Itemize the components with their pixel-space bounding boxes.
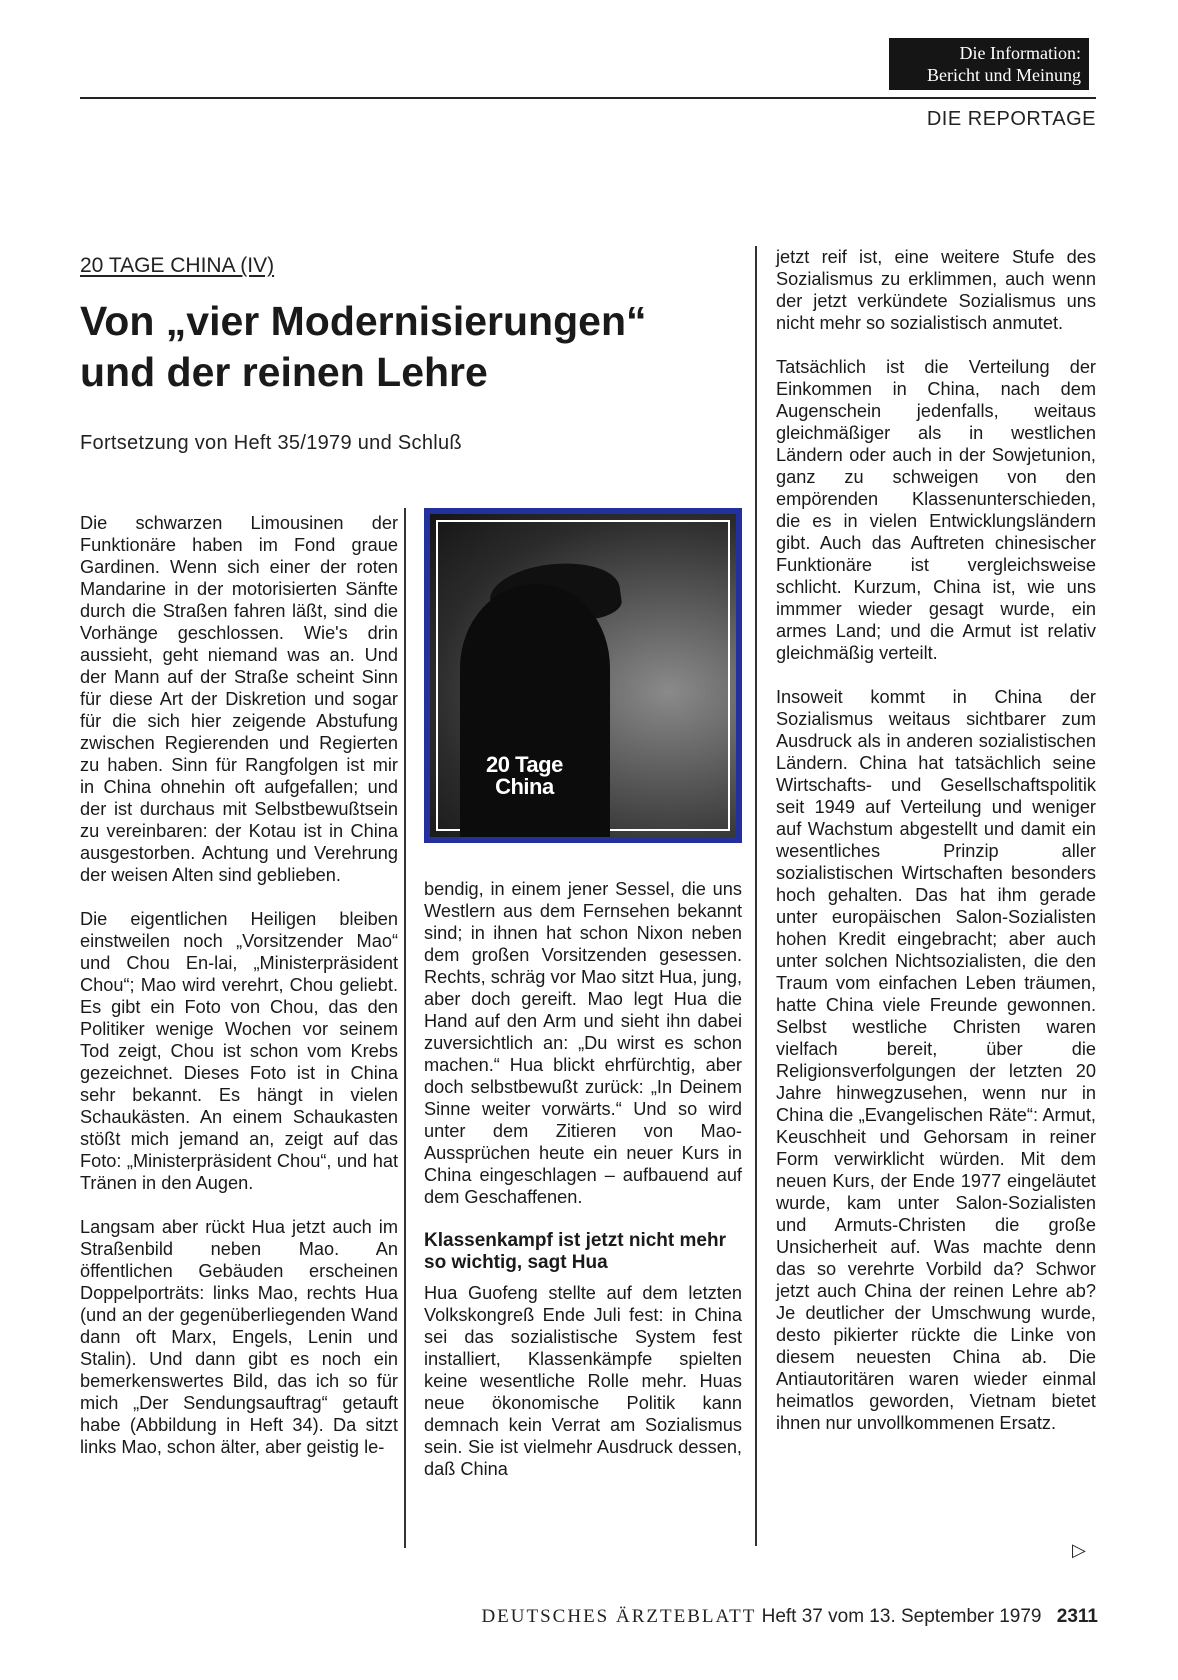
column-1 <box>80 512 398 1480</box>
photo-caption <box>486 754 563 798</box>
column-3 <box>776 246 1096 1456</box>
photo-caption-line-2: China <box>495 774 554 799</box>
photo-silhouette <box>460 584 610 843</box>
paragraph: bendig, in einem jener Sessel, die uns Westlern aus dem Fernsehen bekannt sind; in ihnen hat schon Nixon neben dem großen Vorsitzenden gesessen. Rechts, schräg vor Mao sitzt Hua, jung, aber doch gereift. Mao legt Hua die Hand auf den Arm und sieht ihn dabei zuversichtlich an: „Du wirst es schon machen.“ Hua blickt ehrfürchtig, aber doch selbstbewußt zurück: „In Deinem Sinne weiter vorwärts.“ Und so wird unter dem Zitieren von Mao-Aussprüchen heute ein neuer Kurs in China eingeschlagen – aufbauend auf dem Geschaffenen. <box>424 879 742 1207</box>
continue-arrow-icon: ▷ <box>1072 1540 1086 1560</box>
header-rule <box>80 97 1096 99</box>
column-2 <box>424 878 742 1502</box>
paragraph: Die schwarzen Limousinen der Funktionäre haben im Fond graue Gardinen. Wenn sich einer der roten Mandarine in der motorisierten Sänfte durch die Straßen fahren läßt, sind die Vorhänge geschlossen. Wie's drin aussieht, geht niemand was an. Und der Mann auf der Straße scheint Sinn für diese Art der Diskretion und sogar für die sich hier zeigende Abstufung zwischen Regierenden und Regierten zu haben. Sinn für Rangfolgen ist mir in China ohnehin oft aufgefallen; und der ist durchaus mit Selbstbewußtsein zu vereinbaren: der Kotau ist in China ausgestorben. Achtung und Verehrung der weisen Alten sind geblieben. <box>80 513 398 885</box>
banner-line-1: Die Information: <box>959 43 1081 63</box>
issue-info: Heft 37 vom 13. September 1979 <box>761 1606 1042 1627</box>
series-kicker: 20 TAGE CHINA (IV) <box>80 254 275 277</box>
column-divider-2 <box>755 246 757 1546</box>
section-banner <box>889 38 1089 90</box>
paragraph: Hua Guofeng stellte auf dem letzten Volkskongreß Ende Juli fest: in China sei das sozialistische System fest installiert, Klassenkämpfe spielten keine wesentliche Rolle mehr. Huas neue ökonomische Politik kann demnach kein Verrat am Sozialismus sein. Sie ist vielmehr Ausdruck dessen, daß China <box>424 1283 742 1479</box>
article-photo <box>424 508 742 843</box>
journal-name: DEUTSCHES ÄRZTEBLATT <box>481 1606 757 1627</box>
paragraph: Insoweit kommt in China der Sozialismus weitaus sichtbarer zum Ausdruck als in anderen sozialistischen Ländern. China hat tatsächlich seine Wirtschafts- und Gesellschaftspolitik seit 1949 auf Verteilung und weniger auf Wachstum abgestellt und damit ein wesentliches Prinzip aller sozialistischen Wirtschaften besonders hoch gehalten. Das hat ihm gerade unter europäischen Salon-Sozialisten hohen Kredit eingebracht; aber auch unter solchen Nichtsozialisten, die den Traum vom einfachen Leben träumen, hatte China viele Freunde gewonnen. Selbst westliche Christen waren vielfach bereit, über die Religionsverfolgungen der letzten 20 Jahre hinwegzusehen, wenn nur in China die „Evangelischen Räte“: Armut, Keuschheit und Gehorsam in reiner Form verwirklicht würden. Mit dem neuen Kurs, der Ende 1977 eingeläutet wurde, kam unter Salon-Sozialisten und Armuts-Christen die große Unsicherheit auf. Was machte denn das so verehrte Vorbild da? Schwor jetzt auch China der reinen Lehre ab? Je deutlicher der Umschwung wurde, desto pikierter rückte die Linke von diesem neuesten China ab. Die Antiautoritären waren wieder einmal heimatlos geworden, Vietnam bietet ihnen nur unvollkommenen Ersatz. <box>776 687 1096 1433</box>
page-footer <box>481 1606 1098 1628</box>
paragraph: Die eigentlichen Heiligen bleiben einstweilen noch „Vorsitzender Mao“ und Chou En-lai, „Ministerpräsident Chou“; Mao wird verehrt, Chou geliebt. Es gibt ein Foto von Chou, das den Politiker wenige Wochen vor seinem Tod zeigt, Chou ist schon vom Krebs gezeichnet. Dieses Foto ist in China sehr bekannt. Es hängt in vielen Schaukästen. An einem Schaukasten stößt mich jemand an, zeigt auf das Foto: „Ministerpräsident Chou“, und hat Tränen in den Augen. <box>80 909 398 1193</box>
title-line-2: und der reinen Lehre <box>80 349 488 395</box>
article-title <box>80 296 740 398</box>
paragraph: Langsam aber rückt Hua jetzt auch im Straßenbild neben Mao. An öffentlichen Gebäuden erscheinen Doppelporträts: links Mao, rechts Hua (und an der gegenüberliegenden Wand dann oft Marx, Engels, Lenin und Stalin). Und dann gibt es noch ein bemerkenswertes Bild, das ich so für mich „Der Sendungsauftrag“ getauft habe (Abbildung in Heft 34). Da sitzt links Mao, schon älter, aber geistig le- <box>80 1217 398 1457</box>
column-divider-1 <box>404 508 406 1548</box>
title-line-1: Von „vier Modernisierungen“ <box>80 298 647 344</box>
photo-caption-line-1: 20 Tage <box>486 752 563 777</box>
banner-line-2: Bericht und Meinung <box>927 65 1081 85</box>
page-number: 2311 <box>1056 1606 1098 1627</box>
article-subtitle: Fortsetzung von Heft 35/1979 und Schluß <box>80 432 462 454</box>
paragraph: Tatsächlich ist die Verteilung der Einkommen in China, nach dem Augenschein jedenfalls, weitaus gleichmäßiger als in westlichen Ländern oder auch in der Sowjetunion, ganz zu schweigen von den empörenden Klassenunterschieden, die es in vielen Entwicklungsländern gibt. Auch das Auftreten chinesischer Funktionäre ist vergleichsweise schlicht. Kurzum, China ist, wie uns immmer wieder gesagt wurde, ein armes Land; und die Armut ist relativ gleichmäßig verteilt. <box>776 357 1096 663</box>
section-label: DIE REPORTAGE <box>926 108 1096 130</box>
paragraph: jetzt reif ist, eine weitere Stufe des Sozialismus zu erklimmen, auch wenn der jetzt verkündete Sozialismus uns nicht mehr so sozialistisch anmutet. <box>776 247 1096 333</box>
subheading: Klassenkampf ist jetzt nicht mehr so wichtig, sagt Hua <box>424 1230 726 1273</box>
